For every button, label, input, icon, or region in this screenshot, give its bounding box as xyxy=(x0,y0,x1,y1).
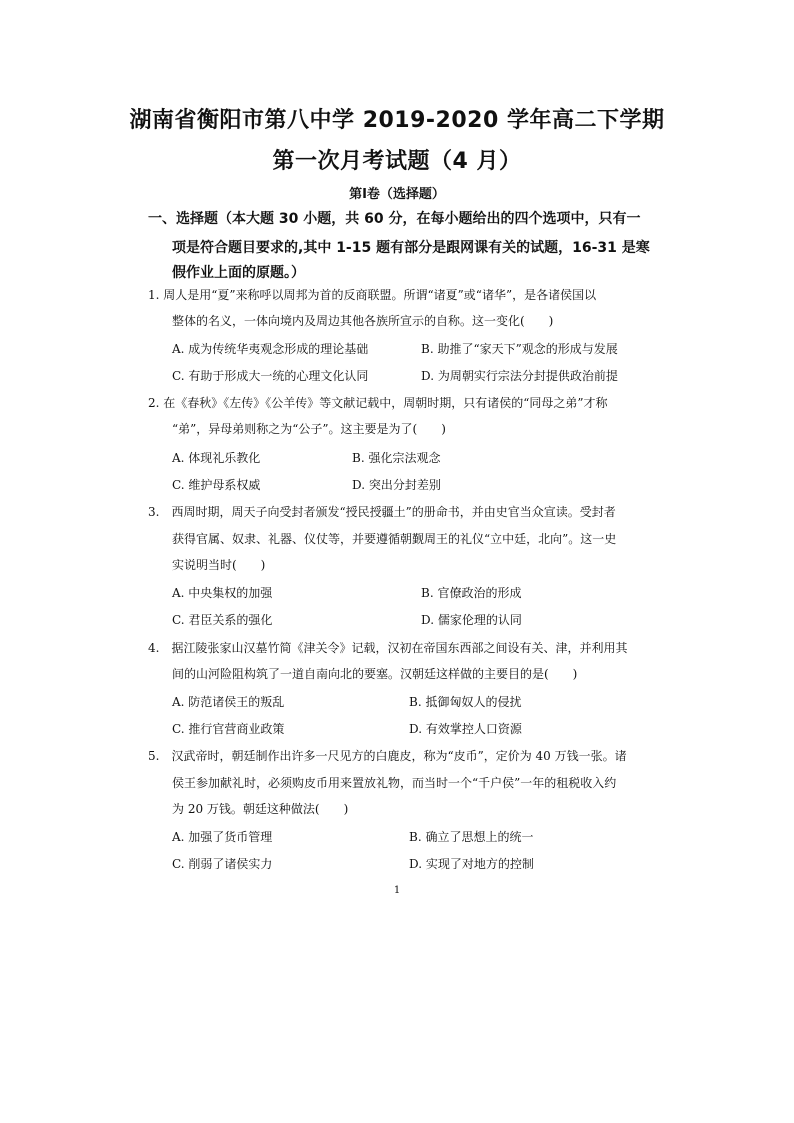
question-4-option-d: D. 有效掌控人口资源 xyxy=(409,722,522,736)
question-1-option-b: B. 助推了“家天下”观念的形成与发展 xyxy=(421,342,618,356)
question-3-option-a: A. 中央集权的加强 xyxy=(172,586,273,600)
section-heading-line3: 假作业上面的原题。） xyxy=(172,265,305,281)
question-1-option-d: D. 为周朝实行宗法分封提供政治前提 xyxy=(421,369,618,383)
question-2-option-b: B. 强化宗法观念 xyxy=(352,451,441,465)
section-heading-line1: 一、选择题（本大题 30 小题，共 60 分，在每小题给出的四个选项中，只有一 xyxy=(148,211,641,227)
question-3-option-d: D. 儒家伦理的认同 xyxy=(421,613,522,627)
question-4-option-b: B. 抵御匈奴人的侵扰 xyxy=(409,695,522,709)
question-5-option-c: C. 削弱了诸侯实力 xyxy=(172,857,273,871)
question-4-option-c: C. 推行官营商业政策 xyxy=(172,722,285,736)
question-5-line1: 5. 汉武帝时，朝廷制作出许多一尺见方的白鹿皮，称为“皮币”，定价为 40 万钱一张。诸 xyxy=(148,749,627,763)
question-2-line1: 2. 在《春秋》《左传》《公羊传》等文献记载中，周朝时期，只有诸侯的“同母之弟”才称 xyxy=(148,396,608,410)
question-5-option-a: A. 加强了货币管理 xyxy=(172,830,273,844)
exam-title-line1: 湖南省衡阳市第八中学 2019-2020 学年高二下学期 xyxy=(129,108,665,133)
page-number: 1 xyxy=(393,885,401,896)
question-5-line2: 侯王参加献礼时，必须购皮币用来置放礼物，而当时一个“千户侯”一年的租税收入约 xyxy=(172,776,617,790)
question-4-line2: 间的山河险阻构筑了一道自南向北的要塞。汉朝廷这样做的主要目的是( ) xyxy=(172,667,578,681)
question-3-line1: 3. 西周时期，周天子向受封者颁发“授民授疆土”的册命书，并由史官当众宣读。受封者 xyxy=(148,505,616,519)
question-5-option-d: D. 实现了对地方的控制 xyxy=(409,857,534,871)
question-2-option-a: A. 体现礼乐教化 xyxy=(172,451,261,465)
question-5-option-b: B. 确立了思想上的统一 xyxy=(409,830,534,844)
question-1-option-c: C. 有助于形成大一统的心理文化认同 xyxy=(172,369,369,383)
question-3-line3: 实说明当时( ) xyxy=(172,558,266,572)
question-3-option-b: B. 官僚政治的形成 xyxy=(421,586,522,600)
question-1-line2: 整体的名义，一体向境内及周边其他各族所宣示的自称。这一变化( ) xyxy=(172,314,554,328)
question-4-line1: 4. 据江陵张家山汉墓竹简《津关令》记载，汉初在帝国东西部之间设有关、津，并利用其 xyxy=(148,641,628,655)
question-2-line2: “弟”，异母弟则称之为“公子”。这主要是为了( ) xyxy=(172,422,446,436)
question-2-option-c: C. 维护母系权威 xyxy=(172,478,261,492)
question-3-option-c: C. 君臣关系的强化 xyxy=(172,613,273,627)
question-2-option-d: D. 突出分封差别 xyxy=(352,478,441,492)
section-heading-line2: 项是符合题目要求的,其中 1-15 题有部分是跟网课有关的试题，16-31 是寒 xyxy=(172,240,650,256)
question-3-line2: 获得官属、奴隶、礼器、仪仗等，并要遵循朝觐周王的礼仪“立中廷，北向”。这一史 xyxy=(172,532,617,546)
question-5-line3: 为 20 万钱。朝廷这种做法( ) xyxy=(172,802,349,816)
question-1-option-a: A. 成为传统华夷观念形成的理论基础 xyxy=(172,342,369,356)
question-4-option-a: A. 防范诸侯王的叛乱 xyxy=(172,695,285,709)
exam-title-line2: 第一次月考试题（4 月） xyxy=(272,149,522,174)
part-label: 第Ⅰ卷（选择题） xyxy=(349,187,445,202)
question-1-line1: 1. 周人是用“夏”来称呼以周邦为首的反商联盟。所谓“诸夏”或“诸华”，是各诸侯国以 xyxy=(148,288,597,302)
